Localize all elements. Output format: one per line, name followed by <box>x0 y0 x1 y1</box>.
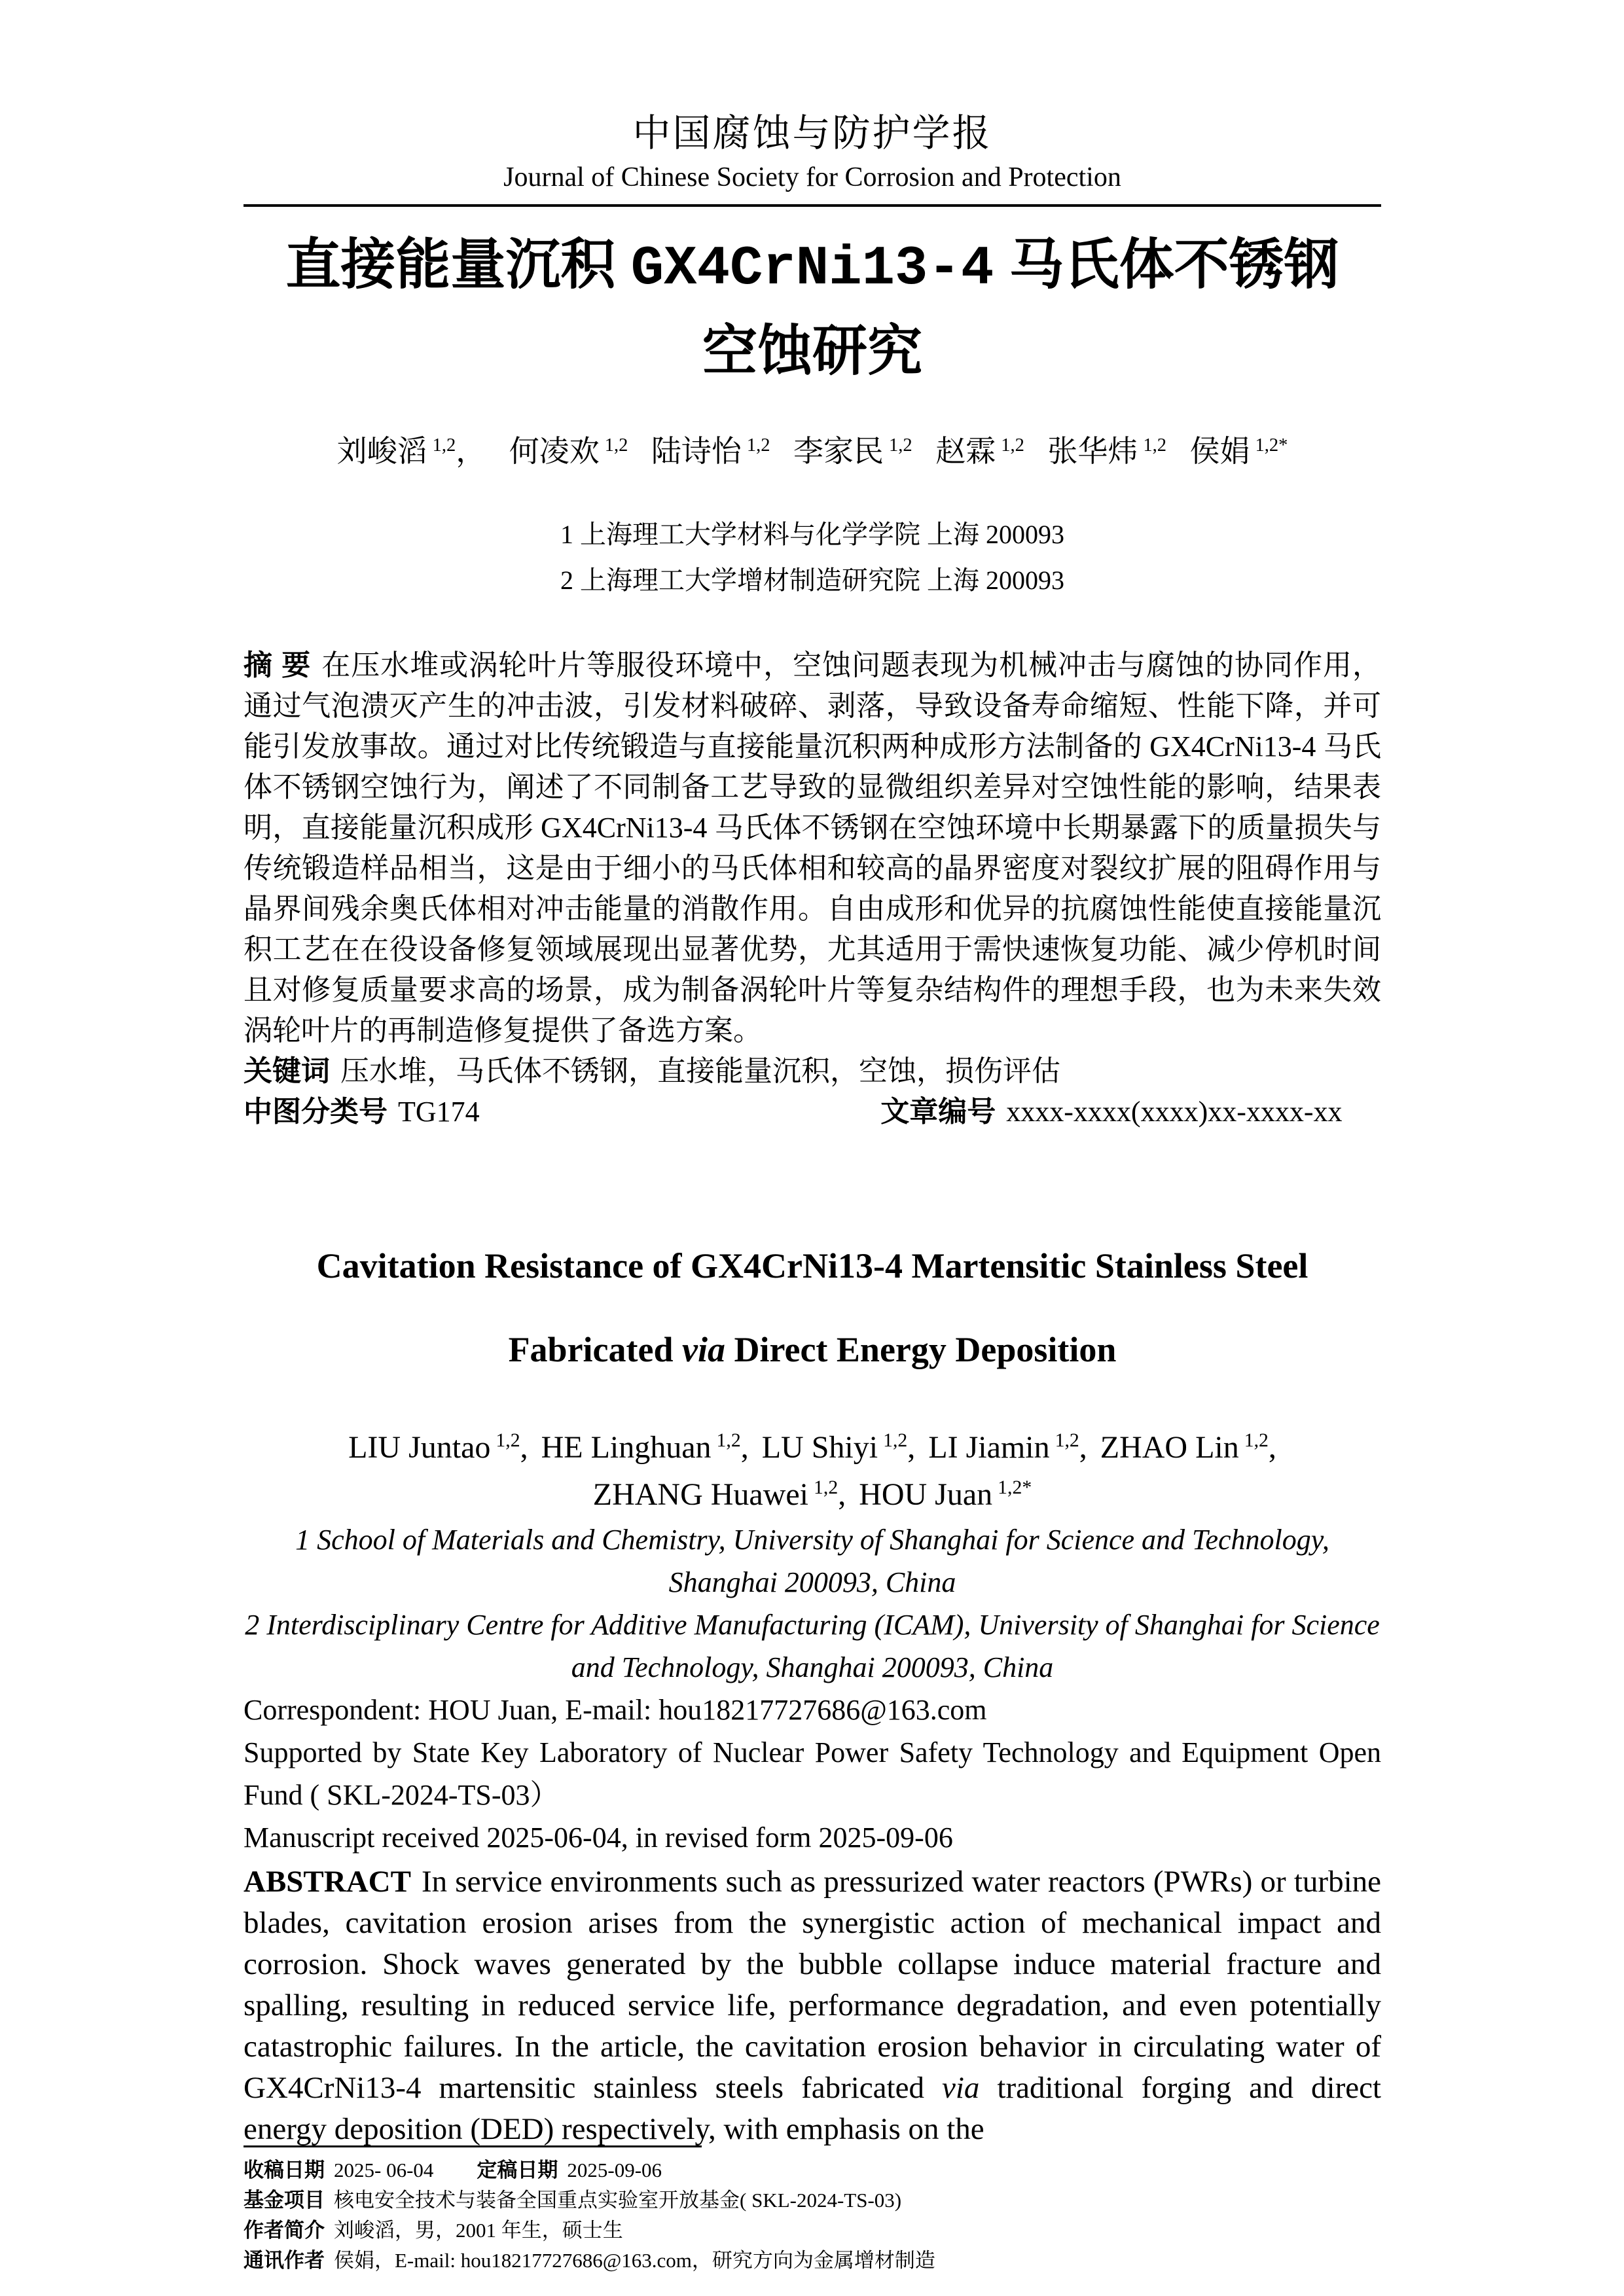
author-sup: 1,2 <box>1244 1429 1269 1451</box>
title-cn-alloy-code: GX4CrNi13-4 <box>630 238 994 300</box>
author-tail: , <box>907 1430 916 1465</box>
author-en <box>762 1430 916 1465</box>
abstract-en-text-1: In service environments such as pressurized water reactors (PWRs) or turbine blades, cavitation erosion arises from the synergistic action of mechanical impact and corrosion. Shock waves generated by the bubble collapse induce material fracture and spalling, resulting in reduced service life, performance degradation, and even potentially catastrophic failures. In the article, the cavitation erosion behavior in circulating water of GX4CrNi13-4 martensitic stainless steels fabricated <box>244 1865 1381 2105</box>
author-sup: 1,2 <box>883 1429 908 1451</box>
author-sup: 1,2* <box>1255 435 1288 456</box>
revised-label: 定稿日期 <box>477 2159 558 2181</box>
author-name: HE Linghuan <box>541 1430 712 1465</box>
footnote-corresponding <box>244 2246 1381 2276</box>
author-cn <box>1190 435 1288 468</box>
affiliations-cn <box>244 512 1381 603</box>
article-id-segment <box>880 1092 1342 1132</box>
author-name: 张华炜 <box>1047 435 1138 468</box>
received-label: 收稿日期 <box>244 2159 325 2181</box>
clc-value: TG174 <box>398 1096 480 1128</box>
correspondent-line: Correspondent: HOU Juan, E-mail: hou18217727686@163.com <box>244 1694 987 1726</box>
author-name: ZHAO Lin <box>1100 1430 1239 1465</box>
funding-line-en: Supported by State Key Laboratory of Nuclear Power Safety Technology and Equipment Open Fund ( SKL-2024-TS-03） <box>244 1736 1381 1811</box>
abstract-en <box>244 1861 1381 2150</box>
author-name: LI Jiamin <box>928 1430 1050 1465</box>
author-cn <box>337 435 486 468</box>
title-en-line2-post: Direct Energy Deposition <box>725 1330 1117 1369</box>
footnote-rule <box>244 2145 702 2147</box>
author-sup: 1,2 <box>432 435 456 456</box>
author-name: LIU Juntao <box>348 1430 491 1465</box>
authors-cn <box>244 433 1381 470</box>
author-name: HOU Juan <box>859 1477 993 1512</box>
abstract-en-label: ABSTRACT <box>244 1865 411 1899</box>
article-title-cn-line2: 空蚀研究 <box>702 320 922 382</box>
corresponding-label: 通讯作者 <box>244 2249 325 2272</box>
fund-value: 核电安全技术与装备全国重点实验室开放基金( SKL-2024-TS-03) <box>334 2189 902 2212</box>
footnote-dates <box>244 2155 1381 2185</box>
author-name: 何凌欢 <box>509 435 600 468</box>
author-name: 侯娟 <box>1189 435 1250 468</box>
received-value: 2025- 06-04 <box>334 2159 434 2181</box>
clc-label: 中图分类号 <box>244 1096 388 1128</box>
author-tail: , <box>740 1430 749 1465</box>
journal-name-cn: 中国腐蚀与防护学报 <box>632 112 992 154</box>
abstract-cn-label: 摘 要 <box>244 649 312 681</box>
keywords-line <box>244 1051 1381 1092</box>
header-rule <box>244 204 1381 207</box>
bio-value: 刘峻滔，男，2001 年生，硕士生 <box>334 2219 623 2242</box>
authors-en <box>244 1424 1381 1518</box>
article-id-label: 文章编号 <box>880 1096 996 1128</box>
author-cn <box>651 435 770 468</box>
author-en <box>348 1430 528 1465</box>
author-name: 赵霖 <box>935 435 996 468</box>
abstract-en-via: via <box>941 2071 980 2105</box>
article-title-en-line2 <box>509 1330 1117 1369</box>
abstract-cn-text: 在压水堆或涡轮叶片等服役环境中，空蚀问题表现为机械冲击与腐蚀的协同作用，通过气泡溃灭产生的冲击波，引发材料破碎、剥落，导致设备寿命缩短、性能下降，并可能引发放事故。通过对比传统锻造与直接能量沉积两种成形方法制备的 GX4CrNi13-4 马氏体不锈钢空蚀行为，阐述了不同制备工艺导致的显微组织差异对空蚀性能的影响，结果表明，直接能量沉积成形 GX4CrNi13-4 马氏体不锈钢在空蚀环境中长期暴露下的质量损失与传统锻造样品相当，这是由于细小的马氏体相和较高的晶界密度对裂纹扩展的阻碍作用与晶界间残余奥氏体相对冲击能量的消散作用。自由成形和优异的抗腐蚀性能使直接能量沉积工艺在在役设备修复领域展现出显著优势，尤其适用于需快速恢复功能、减少停机时间且对修复质量要求高的场景，成为制备涡轮叶片等复杂结构件的理想手段，也为未来失效涡轮叶片的再制造修复提供了备选方案。 <box>244 649 1381 1047</box>
affiliation-cn-2: 2 上海理工大学增材制造研究院 上海 200093 <box>560 565 1064 595</box>
article-title-cn <box>244 224 1381 391</box>
affiliations-en <box>244 1518 1381 1689</box>
manuscript-line: Manuscript received 2025-06-04, in revised form 2025-09-06 <box>244 1821 953 1854</box>
footnote-fund <box>244 2185 1381 2215</box>
bio-label: 作者简介 <box>244 2219 325 2242</box>
author-sup: 1,2 <box>746 435 770 456</box>
author-tail: , <box>1268 1430 1276 1465</box>
abstract-en-text-2: traditional forging and direct energy deposition (DED) respectively, with emphasis on the <box>244 2071 1381 2146</box>
article-title-cn-line1 <box>285 234 1339 300</box>
footnote-bio <box>244 2215 1381 2246</box>
author-sup: 1,2 <box>814 1477 839 1498</box>
keywords-label: 关键词 <box>244 1055 330 1087</box>
author-sup: 1,2 <box>716 1429 741 1451</box>
keywords-text: 压水堆，马氏体不锈钢，直接能量沉积，空蚀，损伤评估 <box>340 1055 1060 1087</box>
article-title-en <box>244 1224 1381 1391</box>
author-tail: , <box>1079 1430 1087 1465</box>
author-name: ZHANG Huawei <box>592 1477 808 1512</box>
author-en <box>1100 1430 1276 1465</box>
author-en <box>928 1430 1087 1465</box>
clc-segment <box>244 1096 480 1128</box>
author-sup: 1,2 <box>1001 435 1024 456</box>
affiliation-en-2: 2 Interdisciplinary Centre for Additive Manufacturing (ICAM), University of Shanghai for Science and Technology, Shanghai 200093, China <box>245 1609 1380 1683</box>
author-sup: 1,2 <box>496 1429 520 1451</box>
title-en-via: via <box>682 1330 725 1369</box>
revised-value: 2025-09-06 <box>567 2159 662 2181</box>
footnote-block <box>244 2145 1381 2276</box>
author-tail: ， <box>456 435 486 468</box>
classification-line <box>244 1092 1381 1132</box>
title-cn-part1: 直接能量沉积 <box>285 234 631 295</box>
author-en <box>859 1477 1032 1512</box>
author-en <box>593 1477 846 1512</box>
article-id-value: xxxx-xxxx(xxxx)xx-xxxx-xx <box>1006 1096 1343 1128</box>
author-sup: 1,2 <box>889 435 912 456</box>
title-cn-part3: 马氏体不锈钢 <box>994 234 1339 295</box>
author-name: 李家民 <box>793 435 884 468</box>
corresponding-value: 侯娟，E-mail: hou18217727686@163.com，研究方向为金属增材制造 <box>334 2249 935 2272</box>
author-en <box>541 1430 749 1465</box>
author-cn <box>793 435 912 468</box>
author-cn <box>935 435 1024 468</box>
fund-label: 基金项目 <box>244 2189 325 2212</box>
author-sup: 1,2* <box>998 1477 1032 1498</box>
author-sup: 1,2 <box>1143 435 1167 456</box>
author-sup: 1,2 <box>604 435 628 456</box>
author-name: 刘峻滔 <box>336 435 427 468</box>
author-cn <box>1047 435 1166 468</box>
affiliation-en-1: 1 School of Materials and Chemistry, University of Shanghai for Science and Technology, Shanghai 200093, China <box>295 1524 1329 1598</box>
title-en-line2-pre: Fabricated <box>508 1330 683 1369</box>
author-sup: 1,2 <box>1055 1429 1079 1451</box>
abstract-cn <box>244 645 1381 1051</box>
affiliation-cn-1: 1 上海理工大学材料与化学学院 上海 200093 <box>560 520 1064 549</box>
journal-name-en: Journal of Chinese Society for Corrosion and Protection <box>503 162 1121 192</box>
author-name: 陆诗怡 <box>651 435 742 468</box>
article-title-en-line1: Cavitation Resistance of GX4CrNi13-4 Martensitic Stainless Steel <box>316 1246 1308 1285</box>
author-tail: , <box>520 1430 528 1465</box>
author-tail: , <box>838 1477 846 1512</box>
author-name: LU Shiyi <box>761 1430 878 1465</box>
author-cn <box>509 435 628 468</box>
